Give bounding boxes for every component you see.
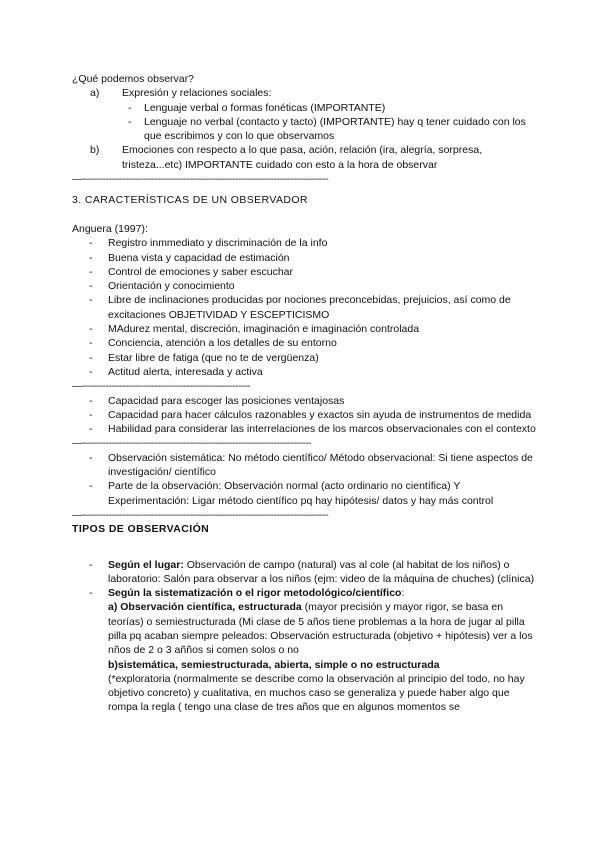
list-item-text: Parte de la observación: Observación normal (acto ordinario no científica) Y Experimentación: Ligar método científico pq hay hipótesis/ datos y hay más control — [108, 480, 494, 507]
list-item — [89, 251, 540, 265]
list-item-text: Control de emociones y saber escuchar — [108, 265, 294, 278]
dash-marker: - — [89, 408, 93, 421]
punctuation: : — [401, 587, 405, 600]
list-item — [89, 394, 540, 408]
dash-marker: - — [89, 265, 93, 278]
section-title — [72, 522, 540, 536]
dash-marker: - — [89, 480, 93, 493]
list-item-text — [108, 558, 540, 587]
list-item-text: Expresión y relaciones sociales: — [122, 87, 272, 100]
list-marker: b) — [90, 144, 100, 157]
dash-marker: - — [128, 115, 132, 128]
dash-marker: - — [89, 394, 93, 407]
separator-line: —------------------------------------------------------------------------------- — [72, 437, 311, 450]
list-item — [89, 408, 540, 422]
sub-item-text: Lenguaje verbal o formas fonéticas (IMPORTANTE) — [144, 101, 386, 114]
list-item — [89, 422, 540, 436]
dash-marker: - — [89, 251, 93, 264]
list-item — [89, 293, 540, 322]
list-item-lugar — [89, 558, 540, 587]
body-text: (mayor precisión y mayor rigor, se basa en teorías) o semiestructurada (Mi clase de 5 años tiene problemas a la hora de jugar al pilla pilla pq acaban siempre peleados: Observación estructurada (objetivo + hipótesis) ver a los nños de 2 o 3 añños si comen solos o no — [108, 601, 533, 657]
list-item-text: Emociones con respecto a lo que pasa, ación, relación (ira, alegría, sorpresa, tristeza...etc) IMPORTANTE cuidado con esto a la hora de observar — [122, 144, 483, 171]
list-item — [89, 451, 540, 480]
bold-lead: a) Observación científica, estructurada — [108, 601, 302, 614]
bold-lead: Según el lugar: — [108, 558, 184, 571]
body-text: Observación de campo (natural) vas al cole (al habitat de los niños) o laboratorio: Salón para observar a los niños (ejm: video de la máquina de chuches) (clínica) — [108, 558, 535, 585]
list-item-body — [108, 586, 540, 715]
list-item — [89, 279, 540, 293]
dash-marker: - — [89, 451, 93, 464]
list-item — [89, 322, 540, 336]
list-item — [89, 236, 540, 250]
bold-lead: b)sistemática, semiestructurada, abierta, simple o no estructurada — [108, 658, 440, 671]
citation-label: Anguera (1997): — [72, 222, 148, 235]
question-title: ¿Qué podemos observar? — [72, 73, 194, 85]
paragraph-b-title — [108, 658, 540, 672]
paragraph-a — [108, 600, 540, 657]
dash-marker: - — [89, 337, 93, 350]
sub-item-text: Lenguaje no verbal (contacto y tacto) (IMPORTANTE) hay q tener cuidado con los que escribimos y con lo que observamos — [144, 115, 526, 143]
paragraph-b: (*exploratoria (normalmente se describe como la observación al principio del todo, no hay objetivo concreto) y cualitativa, en muchos caso se generaliza y puede haber algo que rompa la regla ( tengo una clase de tres años que en algunos momentos se — [108, 672, 525, 714]
dash-marker: - — [89, 587, 93, 600]
dash-marker: - — [89, 323, 93, 336]
dash-marker: - — [89, 237, 93, 250]
list-item-text: Observación sistemática: No método científico/ Método observacional: Si tiene aspectos de investigación/ científico — [108, 451, 533, 479]
list-item-sistematizacion — [89, 586, 540, 715]
list-item-a — [72, 86, 540, 100]
list-item — [89, 265, 540, 279]
separator-line: —---------------------------------------------------------- — [72, 380, 250, 393]
separator-line: —------------------------------------------------------------------------------------- — [72, 508, 329, 521]
sub-item — [128, 101, 540, 115]
list-item-text: Buena vista y capacidad de estimación — [108, 251, 290, 264]
list-item-text: Capacidad para hacer cálculos razonables y exactos sin ayuda de instrumentos de medida — [108, 408, 532, 421]
list-item — [89, 479, 540, 508]
list-item-text: Libre de inclinaciones producidas por nociones preconcebidas, prejuicios, así como de excitaciones OBJETIVIDAD Y ESCEPTICISMO — [108, 294, 511, 321]
dash-marker: - — [89, 280, 93, 293]
list-item-text: Registro inmmediato y discriminación de la info — [108, 237, 328, 250]
separator-line: —------------------------------------------------------------------------------------- — [72, 173, 329, 186]
dash-marker: - — [89, 294, 93, 307]
dash-marker: - — [89, 351, 93, 364]
list-item-text: Conciencia, atención a los detalles de su entorno — [108, 337, 337, 350]
list-item-text: Estar libre de fatiga (que no te de vergüenza) — [108, 351, 319, 364]
list-item-text: Habilidad para considerar las interrelaciones de los marcos observacionales con el contexto — [108, 423, 536, 436]
bold-lead: Según la sistematización o el rigor metodológico/científico — [108, 587, 402, 600]
dash-marker: - — [89, 365, 93, 378]
section-title-text: TIPOS DE OBSERVACIÓN — [72, 523, 210, 536]
list-item-b — [72, 143, 540, 172]
list-item — [89, 351, 540, 365]
list-marker: a) — [90, 87, 100, 100]
item-heading — [108, 586, 540, 600]
sub-item — [128, 115, 540, 144]
dash-marker: - — [89, 423, 93, 436]
list-item-text: MAdurez mental, discreción, imaginación e imaginación controlada — [108, 323, 420, 336]
list-item-text: Capacidad para escoger las posiciones ventajosas — [108, 394, 345, 407]
dash-marker: - — [89, 558, 93, 571]
list-item-text: Actitud alerta, interesada y activa — [108, 365, 263, 378]
list-item — [89, 365, 540, 379]
dash-marker: - — [128, 101, 132, 114]
list-item — [89, 336, 540, 350]
section-title: 3. CARACTERÍSTICAS DE UN OBSERVADOR — [72, 194, 308, 207]
list-item-text: Orientación y conocimiento — [108, 280, 235, 293]
